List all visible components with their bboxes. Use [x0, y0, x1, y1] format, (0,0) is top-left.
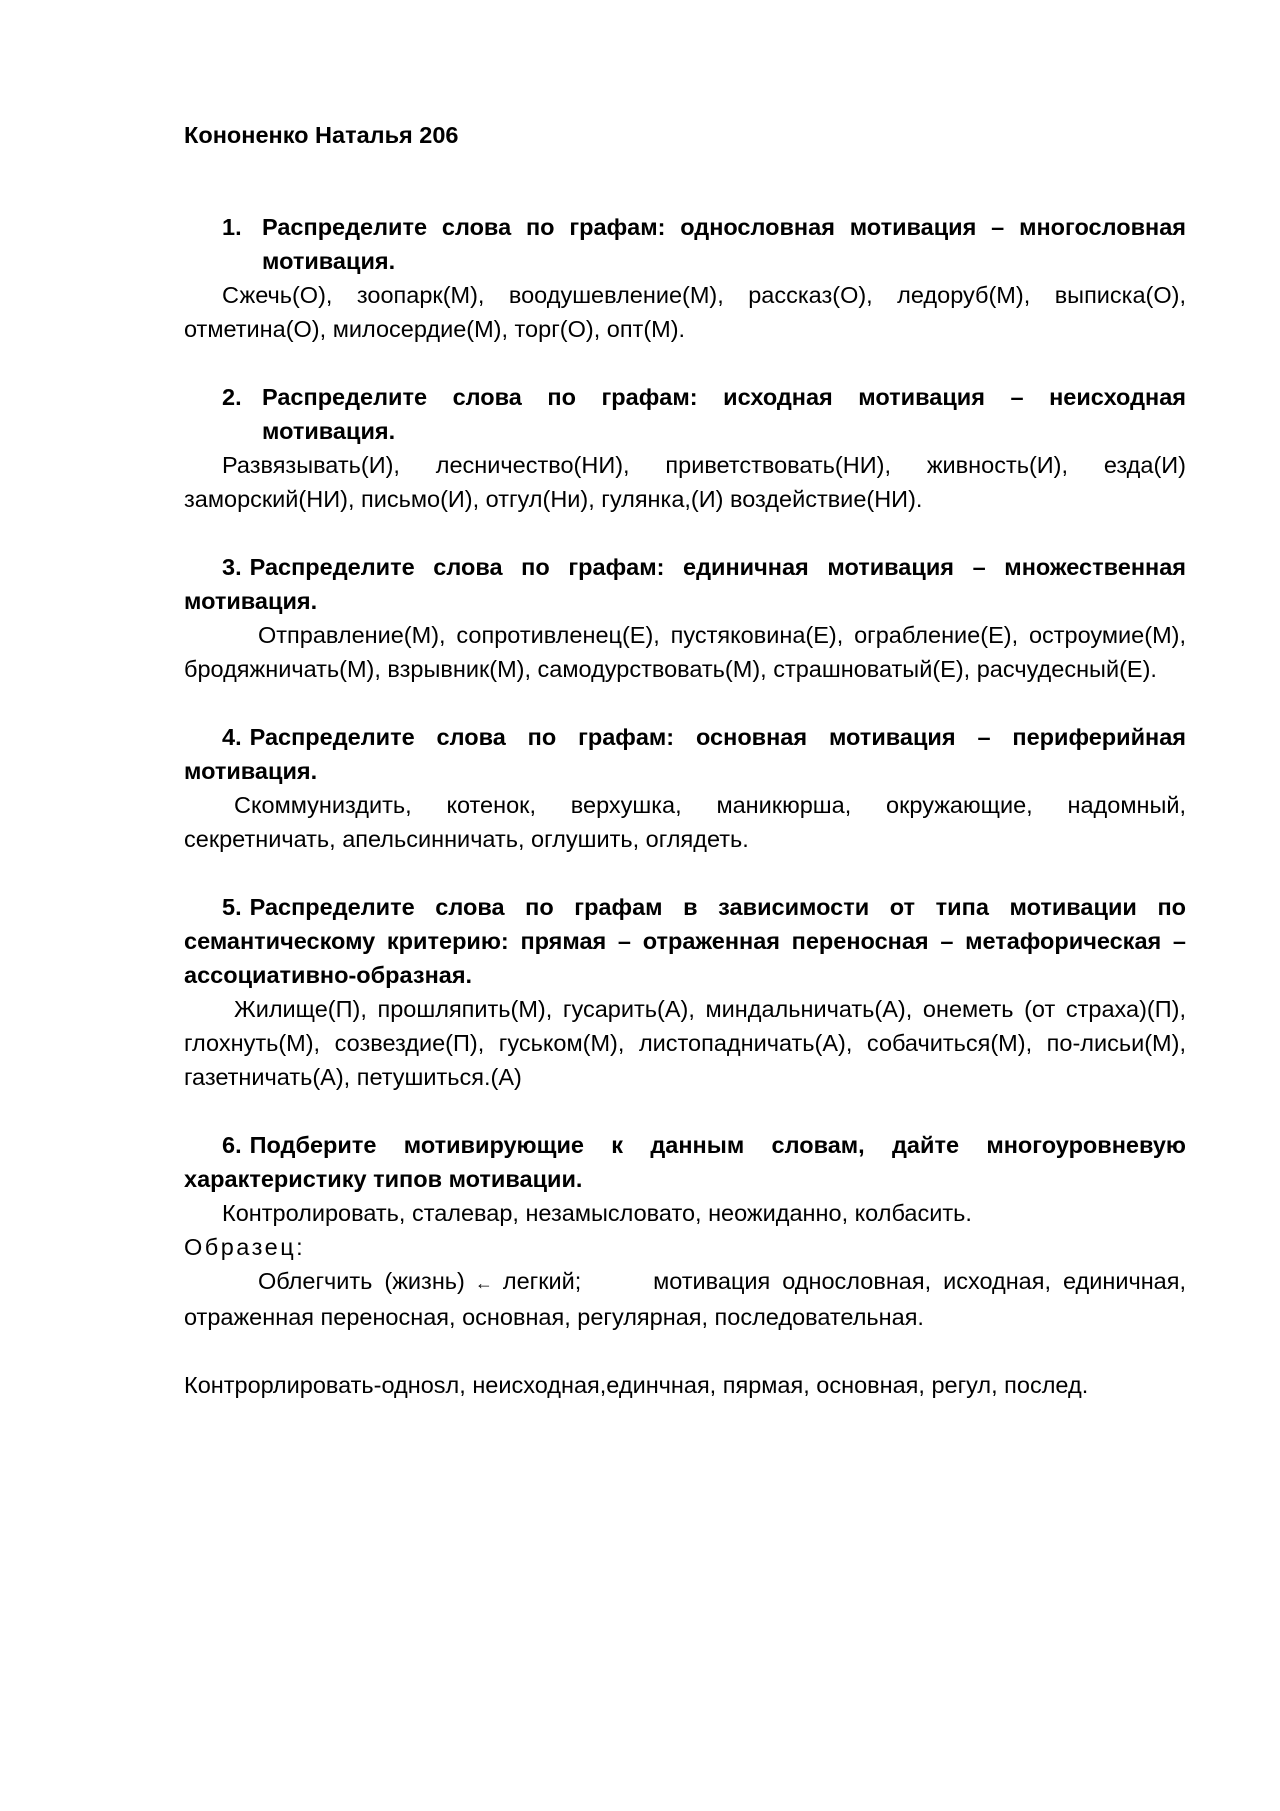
sample-text	[184, 1264, 1186, 1334]
task-text: Жилище(П), прошляпить(М), гусарить(А), миндальничать(А), онеметь (от страха)(П), глохнуть(М), созвездие(П), гуськом(М), листопадничать(А), собачиться(М), по-лисьи(М), газетничать(А), петушиться.(А)	[184, 996, 1186, 1090]
task-5	[184, 890, 1186, 1094]
task-number: 2.	[222, 384, 242, 410]
task-2	[184, 380, 1186, 516]
task-text: Скоммуниздить, котенок, верхушка, маникюрша, окружающие, надомный, секретничать, апельсинничать, оглушить, оглядеть.	[184, 792, 1186, 852]
task-heading	[184, 550, 1186, 618]
task-number: 4.	[222, 724, 242, 750]
task-heading-text: Распределите слова по графам: основная мотивация – периферийная мотивация.	[184, 724, 1186, 784]
sample-word: Облегчить (жизнь)	[258, 1268, 465, 1294]
task-heading-text: Распределите слова по графам: исходная мотивация – неисходная мотивация.	[262, 384, 1186, 444]
left-arrow-icon: ←	[474, 1273, 493, 1293]
sample-source: легкий;	[502, 1268, 582, 1294]
author-line: Кононенко Наталья 206	[184, 122, 459, 148]
task-text: Сжечь(О), зоопарк(М), воодушевление(М), рассказ(О), ледоруб(М), выписка(О), отметина(О), милосердие(М), торг(О), опт(М).	[184, 282, 1186, 342]
student-answer: Контрорлировать-однosл, неисходная,единчная, пярмая, основная, регул, послед.	[184, 1372, 1089, 1398]
task-text: Отправление(М), сопротивленец(Е), пустяковина(Е), ограбление(Е), остроумие(М), бродяжничать(М), взрывник(М), самодурствовать(М), страшноватый(Е), расчудесный(Е).	[184, 622, 1186, 682]
task-4	[184, 720, 1186, 856]
sample-description: мотивация однословная, исходная, единичная, отраженная переносная, основная, регулярная, последовательная.	[184, 1268, 1187, 1330]
task-heading	[184, 890, 1186, 992]
task-number: 5.	[222, 894, 242, 920]
task-heading-text: Распределите слова по графам: однословная мотивация – многословная мотивация.	[262, 214, 1186, 274]
task-number: 3.	[222, 554, 242, 580]
task-heading-text: Распределите слова по графам в зависимости от типа мотивации по семантическому критерию: прямая – отраженная переносная – метафорическая – ассоциативно-образная.	[184, 894, 1186, 988]
task-heading-text: Подберите мотивирующие к данным словам, дайте многоуровневую характеристику типов мотивации.	[184, 1132, 1186, 1192]
task-3	[184, 550, 1186, 686]
task-heading	[184, 210, 1186, 278]
task-6	[184, 1128, 1186, 1334]
task-text: Развязывать(И), лесничество(НИ), приветствовать(НИ), живность(И), езда(И) заморский(НИ), письмо(И), отгул(Ни), гулянка,(И) воздействие(НИ).	[184, 452, 1186, 512]
sample-label: Образец:	[184, 1234, 306, 1260]
task-heading	[184, 1128, 1186, 1196]
task-text: Контролировать, сталевар, незамысловато, неожиданно, колбасить.	[222, 1200, 972, 1226]
task-heading	[184, 380, 1186, 448]
task-number: 1.	[222, 214, 242, 240]
task-number: 6.	[222, 1132, 242, 1158]
task-1	[184, 210, 1186, 346]
task-heading	[184, 720, 1186, 788]
task-heading-text: Распределите слова по графам: единичная мотивация – множественная мотивация.	[184, 554, 1186, 614]
document-page	[184, 118, 1186, 1402]
